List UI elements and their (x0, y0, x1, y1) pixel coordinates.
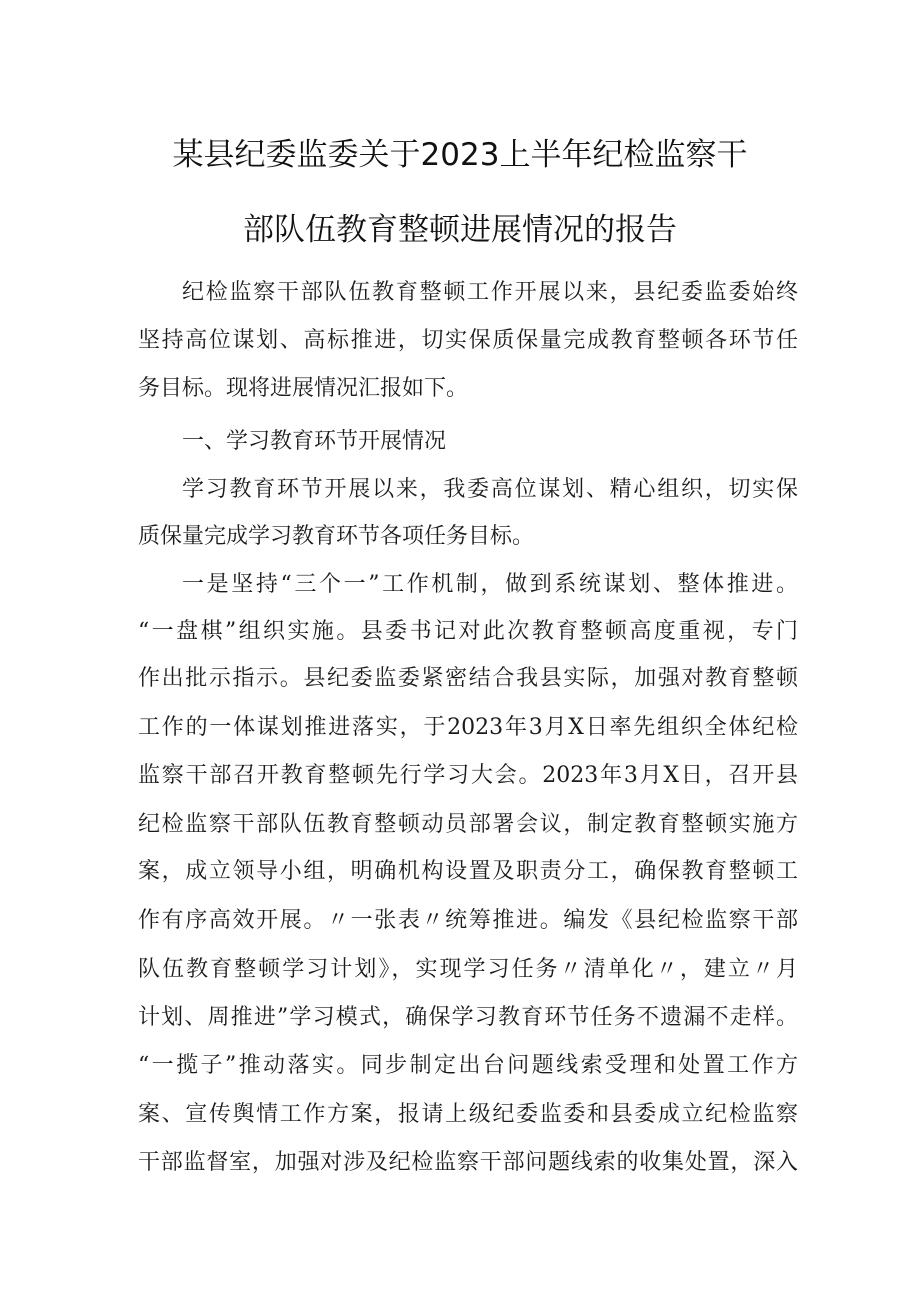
section-heading: 一、学习教育环节开展情况 (182, 429, 447, 454)
body-line: 监察干部召开教育整顿先行学习大会。2023年3月X日，召开县 (138, 763, 798, 788)
body-line: 学习教育环节开展以来，我委高位谋划、精心组织，切实保 (182, 477, 798, 502)
body-line: “一盘棋”组织实施。县委书记对此次教育整顿高度重视，专门 (138, 619, 798, 644)
body-line: 队伍教育整顿学习计划》，实现学习任务〃清单化〃，建立〃月 (138, 957, 798, 982)
body-line: 作有序高效开展。〃一张表〃统筹推进。编发《县纪检监察干部 (138, 908, 798, 933)
body-line: 案、宣传舆情工作方案，报请上级纪委监委和县委成立纪检监察 (138, 1102, 798, 1127)
body-line: “一揽子”推动落实。同步制定出台问题线索受理和处置工作方 (138, 1053, 798, 1078)
body-line: 作出批示指示。县纪委监委紧密结合我县实际，加强对教育整顿 (138, 666, 798, 691)
body-line: 务目标。现将进展情况汇报如下。 (138, 376, 469, 401)
report-title-line-2: 部队伍教育整顿进展情况的报告 (243, 212, 677, 248)
body-line: 工作的一体谋划推进落实，于2023年3月X日率先组织全体纪检 (138, 715, 798, 740)
body-line: 干部监督室，加强对涉及纪检监察干部问题线索的收集处置，深入 (138, 1150, 798, 1175)
body-line: 纪检监察干部队伍教育整顿动员部署会议，制定教育整顿实施方 (138, 812, 798, 837)
report-title-line-1: 某县纪委监委关于2023上半年纪检监察干 (172, 137, 748, 173)
body-line: 计划、周推进”学习模式，确保学习教育环节任务不遗漏不走样。 (138, 1005, 798, 1030)
body-line: 一是坚持“三个一”工作机制，做到系统谋划、整体推进。 (182, 572, 798, 597)
body-line: 质保量完成学习教育环节各项任务目标。 (138, 524, 535, 549)
body-line: 纪检监察干部队伍教育整顿工作开展以来，县纪委监委始终 (182, 280, 798, 305)
body-line: 案，成立领导小组，明确机构设置及职责分工，确保教育整顿工 (138, 859, 798, 884)
body-line: 坚持高位谋划、高标推进，切实保质保量完成教育整顿各环节任 (138, 328, 798, 353)
